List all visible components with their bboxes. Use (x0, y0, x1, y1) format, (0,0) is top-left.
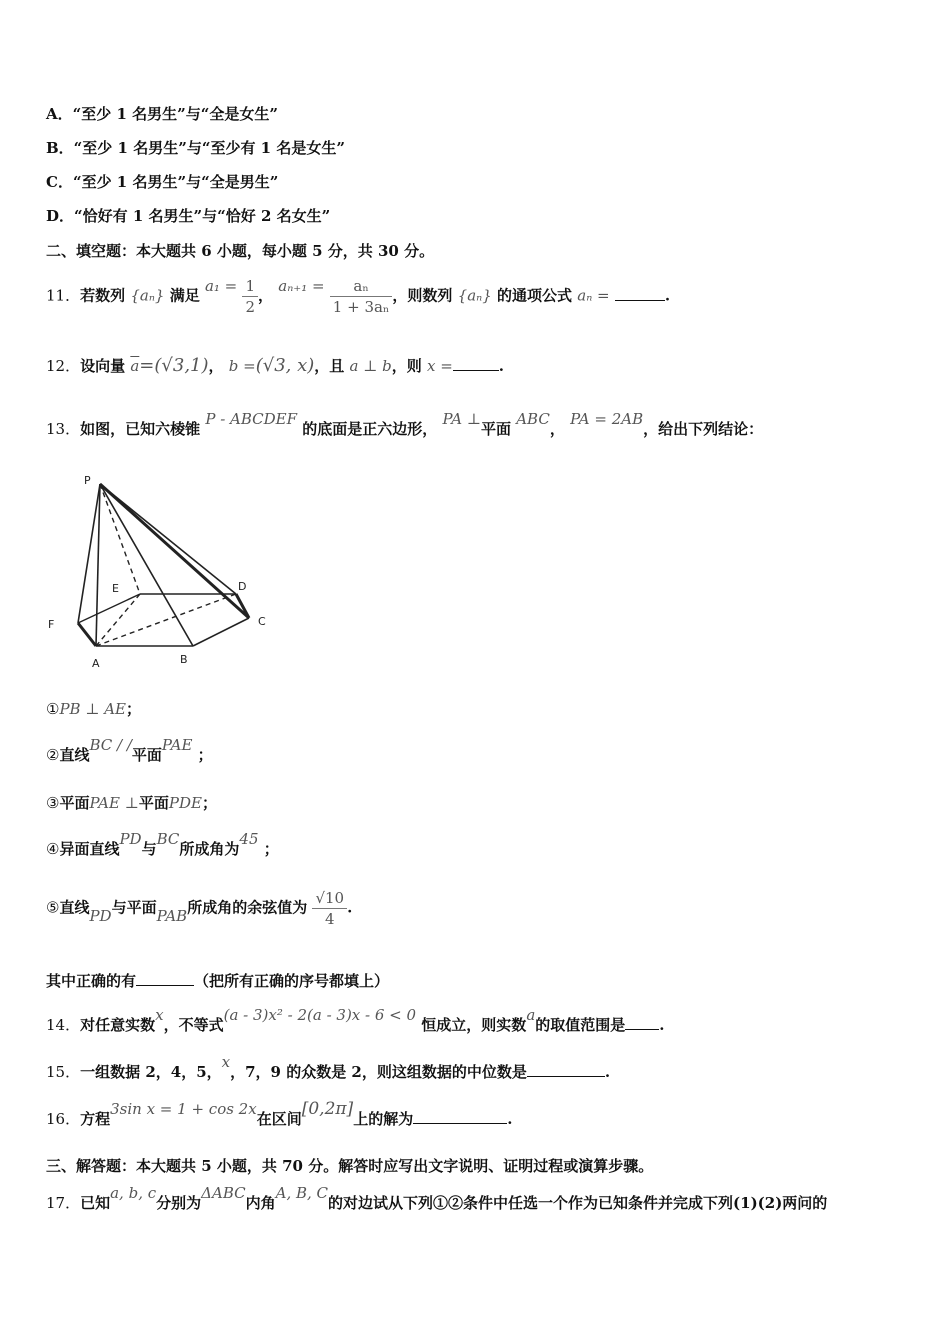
answer-blank (615, 299, 665, 301)
answer-blank (413, 1122, 507, 1124)
answer-blank (527, 1075, 605, 1077)
label-e: E (112, 582, 119, 595)
pa-equals: PA = 2AB (570, 410, 644, 428)
vector-b: b = (228, 357, 256, 375)
question-14: 14．对任意实数x，不等式(a - 3)x² - 2(a - 3)x - 6 < 0 恒成立，则实数a的取值范围是 . (46, 1006, 665, 1034)
interval: [0,2π] (301, 1099, 354, 1119)
q11-text-4: 的通项公式 (497, 286, 573, 305)
label-f: F (48, 618, 55, 631)
label-c: C (258, 615, 266, 628)
option-c: C．“至少 1 名男生”与“全是男生” (46, 173, 279, 191)
label-p: P (84, 474, 91, 487)
question-number: 11． (46, 286, 81, 305)
q11-fraction-recurrence: $\frac{\text{aₙ}}{\text{1 + 3aₙ}}$ (330, 276, 393, 317)
cosine-fraction: $\frac{√10}{4}$ (312, 888, 347, 929)
vector-a-value: =(√3,1) (139, 355, 209, 376)
q11-text-3: ，则数列 (392, 286, 453, 305)
conclusion-3: ③平面PAE ⊥平面PDE； (46, 794, 217, 812)
vector-a: $\overline{a}$ (130, 357, 140, 375)
option-d: D．“恰好有 1 名男生”与“恰好 2 名女生” (46, 207, 331, 225)
perp-condition: a ⊥ b (349, 357, 392, 375)
pyramid-figure (40, 470, 280, 675)
question-12: 12．设向量 $\overline{a}=(√3,1)$， b =(√3, x)，且 a ⊥ b，则 x = . (46, 355, 504, 376)
answer-blank (453, 369, 499, 371)
inequality: (a - 3)x² - 2(a - 3)x - 6 < 0 (223, 1006, 417, 1024)
plane-abc: ABC (516, 410, 550, 428)
label-d: D (238, 580, 247, 593)
answer-blank (136, 984, 194, 986)
label-b: B (180, 653, 188, 666)
vector-b-value: (√3, x) (255, 355, 315, 376)
q11-fraction-half: $\frac{1}{2}$ (242, 276, 258, 317)
equation: 3sin x = 1 + cos 2x (110, 1100, 257, 1118)
x-equals: x = (426, 357, 453, 375)
q11-an: aₙ = (577, 286, 610, 305)
q11-a1: a₁ = (204, 276, 238, 295)
correct-statement: 其中正确的有 （把所有正确的序号都填上） (46, 972, 390, 990)
q11-sequence: {aₙ} (130, 286, 165, 305)
q11-sequence-2: {aₙ} (457, 286, 492, 305)
answer-blank (625, 1028, 659, 1030)
option-b: B．“至少 1 名男生”与“至少有 1 名是女生” (46, 139, 345, 157)
question-17: 17．已知a, b, c分别为ΔABC内角A, B, C的对边试从下列①②条件中任选一个作为已知条件并完成下列(1)(2)两问的 (46, 1184, 828, 1212)
label-a: A (92, 657, 100, 670)
conclusion-2: ②直线BC / /平面PAE ； (46, 736, 213, 764)
question-15: 15．一组数据 2，4，5，x，7，9 的众数是 2，则这组数据的中位数是 . (46, 1053, 611, 1081)
pyramid-name: P - ABCDEF (205, 410, 298, 428)
q11-recurrence: aₙ₊₁ = (278, 276, 325, 295)
section-2-heading: 二、填空题：本大题共 6 小题，每小题 5 分，共 30 分。 (46, 242, 435, 260)
question-11: 11．若数列 {aₙ} 满足 a₁ = $\frac{1}{2}$ ， aₙ₊₁ = $\frac{\text{aₙ}}{\text{1 + 3aₙ}}$ ，则数列 {aₙ} 的通项公式 aₙ = . (46, 276, 671, 316)
conclusion-4: ④异面直线PD与BC所成角为45 ； (46, 830, 279, 858)
option-a: A．“至少 1 名男生”与“全是女生” (46, 105, 279, 123)
pa-perp: PA ⊥ (442, 410, 481, 428)
conclusion-1: ①PB ⊥ AE； (46, 700, 142, 718)
question-16: 16．方程3sin x = 1 + cos 2x在区间[0,2π]上的解为 . (46, 1099, 513, 1128)
q11-text-1: 若数列 (80, 286, 126, 305)
q11-text-2: 满足 (169, 286, 200, 305)
question-13: 13．如图，已知六棱锥 P - ABCDEF 的底面是正六边形， PA ⊥平面 ABC， PA = 2AB，给出下列结论： (46, 410, 764, 438)
section-3-heading: 三、解答题：本大题共 5 小题，共 70 分。解答时应写出文字说明、证明过程或演算步骤。 (46, 1157, 654, 1175)
conclusion-5: ⑤直线PD与平面PAB所成角的余弦值为 $\frac{√10}{4}$ . (46, 889, 353, 928)
